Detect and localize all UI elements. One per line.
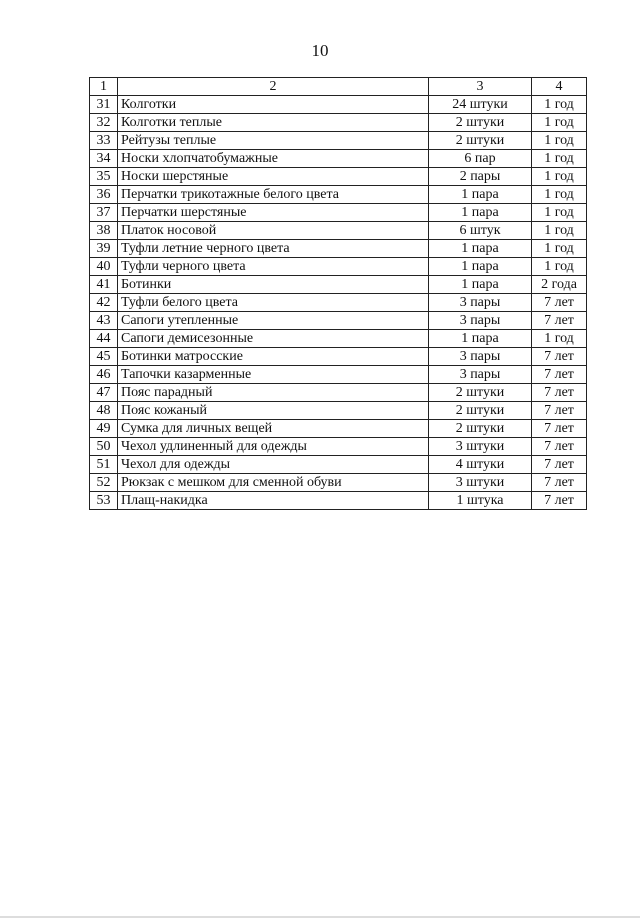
quantity-cell: 2 штуки [429, 114, 532, 132]
table-row [90, 312, 587, 330]
item-name-cell: Рюкзак с мешком для сменной обуви [118, 474, 429, 492]
quantity-cell: 2 пары [429, 168, 532, 186]
wear-term-cell: 1 год [532, 240, 587, 258]
wear-term-cell: 1 год [532, 168, 587, 186]
quantity-cell: 6 штук [429, 222, 532, 240]
wear-term-cell: 1 год [532, 330, 587, 348]
quantity-cell: 1 пара [429, 276, 532, 294]
wear-term-cell: 1 год [532, 204, 587, 222]
wear-term-cell: 1 год [532, 258, 587, 276]
wear-term-cell: 7 лет [532, 312, 587, 330]
supply-table [89, 77, 587, 510]
item-name-cell: Носки хлопчатобумажные [118, 150, 429, 168]
wear-term-cell: 7 лет [532, 294, 587, 312]
row-number-cell: 32 [90, 114, 118, 132]
row-number-cell: 33 [90, 132, 118, 150]
page-edge [0, 916, 640, 918]
table-row [90, 348, 587, 366]
row-number-cell: 37 [90, 204, 118, 222]
row-number-cell: 38 [90, 222, 118, 240]
quantity-cell: 1 пара [429, 258, 532, 276]
row-number-cell: 40 [90, 258, 118, 276]
wear-term-cell: 7 лет [532, 420, 587, 438]
table-header-row [90, 78, 587, 96]
quantity-cell: 3 штуки [429, 474, 532, 492]
table-row [90, 258, 587, 276]
row-number-cell: 31 [90, 96, 118, 114]
item-name-cell: Туфли черного цвета [118, 258, 429, 276]
row-number-cell: 46 [90, 366, 118, 384]
item-name-cell: Чехол удлиненный для одежды [118, 438, 429, 456]
table-row [90, 222, 587, 240]
row-number-cell: 51 [90, 456, 118, 474]
wear-term-cell: 2 года [532, 276, 587, 294]
table-row [90, 150, 587, 168]
item-name-cell: Сапоги утепленные [118, 312, 429, 330]
quantity-cell: 2 штуки [429, 384, 532, 402]
item-name-cell: Туфли белого цвета [118, 294, 429, 312]
row-number-cell: 43 [90, 312, 118, 330]
item-name-cell: Платок носовой [118, 222, 429, 240]
wear-term-cell: 7 лет [532, 492, 587, 510]
quantity-cell: 3 пары [429, 312, 532, 330]
row-number-cell: 41 [90, 276, 118, 294]
item-name-cell: Колготки теплые [118, 114, 429, 132]
wear-term-cell: 7 лет [532, 384, 587, 402]
row-number-cell: 39 [90, 240, 118, 258]
table-row [90, 132, 587, 150]
table-row [90, 330, 587, 348]
quantity-cell: 1 пара [429, 204, 532, 222]
quantity-cell: 24 штуки [429, 96, 532, 114]
row-number-cell: 53 [90, 492, 118, 510]
column-header-name: 2 [118, 78, 429, 96]
table-row [90, 402, 587, 420]
quantity-cell: 1 пара [429, 186, 532, 204]
wear-term-cell: 7 лет [532, 438, 587, 456]
table-row [90, 438, 587, 456]
quantity-cell: 1 штука [429, 492, 532, 510]
wear-term-cell: 1 год [532, 150, 587, 168]
row-number-cell: 35 [90, 168, 118, 186]
table-row [90, 114, 587, 132]
item-name-cell: Плащ-накидка [118, 492, 429, 510]
quantity-cell: 2 штуки [429, 402, 532, 420]
table-row [90, 294, 587, 312]
row-number-cell: 52 [90, 474, 118, 492]
wear-term-cell: 7 лет [532, 402, 587, 420]
wear-term-cell: 7 лет [532, 348, 587, 366]
row-number-cell: 36 [90, 186, 118, 204]
item-name-cell: Чехол для одежды [118, 456, 429, 474]
table-row [90, 474, 587, 492]
row-number-cell: 45 [90, 348, 118, 366]
column-header-term: 4 [532, 78, 587, 96]
wear-term-cell: 7 лет [532, 366, 587, 384]
quantity-cell: 3 пары [429, 294, 532, 312]
quantity-cell: 3 пары [429, 348, 532, 366]
item-name-cell: Рейтузы теплые [118, 132, 429, 150]
row-number-cell: 50 [90, 438, 118, 456]
row-number-cell: 47 [90, 384, 118, 402]
quantity-cell: 2 штуки [429, 132, 532, 150]
table-row [90, 168, 587, 186]
table-row [90, 96, 587, 114]
item-name-cell: Перчатки шерстяные [118, 204, 429, 222]
table-row [90, 366, 587, 384]
quantity-cell: 3 штуки [429, 438, 532, 456]
wear-term-cell: 7 лет [532, 474, 587, 492]
row-number-cell: 44 [90, 330, 118, 348]
item-name-cell: Ботинки [118, 276, 429, 294]
row-number-cell: 49 [90, 420, 118, 438]
item-name-cell: Ботинки матросские [118, 348, 429, 366]
item-name-cell: Туфли летние черного цвета [118, 240, 429, 258]
table-row [90, 456, 587, 474]
row-number-cell: 48 [90, 402, 118, 420]
column-header-number: 1 [90, 78, 118, 96]
table-row [90, 204, 587, 222]
quantity-cell: 2 штуки [429, 420, 532, 438]
page-number: 10 [311, 41, 329, 60]
wear-term-cell: 1 год [532, 186, 587, 204]
table-row [90, 420, 587, 438]
wear-term-cell: 1 год [532, 222, 587, 240]
quantity-cell: 1 пара [429, 330, 532, 348]
item-name-cell: Сумка для личных вещей [118, 420, 429, 438]
item-name-cell: Колготки [118, 96, 429, 114]
quantity-cell: 1 пара [429, 240, 532, 258]
table-row [90, 384, 587, 402]
table-body [90, 78, 587, 510]
wear-term-cell: 1 год [532, 132, 587, 150]
item-name-cell: Пояс кожаный [118, 402, 429, 420]
row-number-cell: 42 [90, 294, 118, 312]
row-number-cell: 34 [90, 150, 118, 168]
table-row [90, 492, 587, 510]
table-row [90, 186, 587, 204]
item-name-cell: Перчатки трикотажные белого цвета [118, 186, 429, 204]
quantity-cell: 3 пары [429, 366, 532, 384]
item-name-cell: Тапочки казарменные [118, 366, 429, 384]
quantity-cell: 4 штуки [429, 456, 532, 474]
table-row [90, 240, 587, 258]
table-row [90, 276, 587, 294]
item-name-cell: Сапоги демисезонные [118, 330, 429, 348]
wear-term-cell: 7 лет [532, 456, 587, 474]
column-header-quantity: 3 [429, 78, 532, 96]
item-name-cell: Носки шерстяные [118, 168, 429, 186]
wear-term-cell: 1 год [532, 96, 587, 114]
item-name-cell: Пояс парадный [118, 384, 429, 402]
wear-term-cell: 1 год [532, 114, 587, 132]
quantity-cell: 6 пар [429, 150, 532, 168]
